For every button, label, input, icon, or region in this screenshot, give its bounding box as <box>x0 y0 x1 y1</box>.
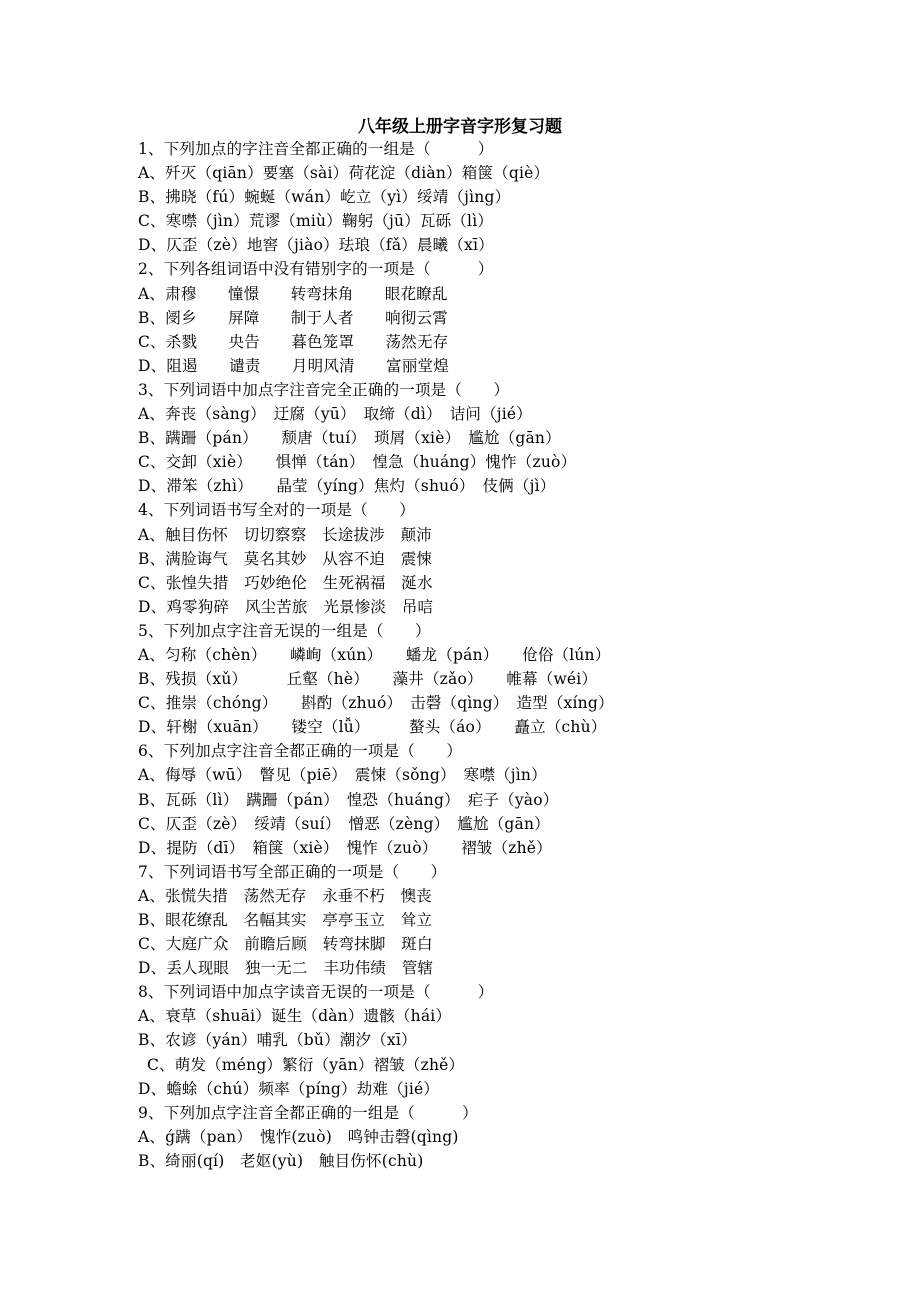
question-4-option-d: D、鸡零狗碎 风尘苦旅 光景惨淡 吊唁 <box>138 597 434 616</box>
question-9-option-b: B、绮丽(qí) 老妪(yù) 触目伤怀(chù) <box>138 1151 424 1170</box>
question-9-stem: 9、下列加点字注音全都正确的一组是（ ） <box>138 1103 478 1122</box>
question-8-option-c: C、萌发（méng）繁衍（yān）褶皱（zhě） <box>147 1055 465 1074</box>
page-title: 八年级上册字音字形复习题 <box>358 117 562 137</box>
question-7-option-b: B、眼花缭乱 名幅其实 亭亭玉立 耸立 <box>138 911 433 929</box>
question-9-option-a: A、ǵ蹒（pan） 愧怍(zuò) 鸣钟击磬(qìng) <box>138 1127 459 1146</box>
question-7-option-a: A、张慌失措 荡然无存 永垂不朽 懊丧 <box>138 886 432 905</box>
question-list <box>138 137 898 1173</box>
question-8-option-b: B、农谚（yán）哺乳（bǔ）潮汐（xī） <box>138 1031 417 1050</box>
question-2-option-a: A、肃穆 憧憬 转弯抹角 眼花瞭乱 <box>138 284 448 303</box>
question-2-option-c: C、杀戮 央告 暮色笼罩 荡然无存 <box>138 332 449 351</box>
question-6-option-d: D、提防（dī） 箱箧（xiè） 愧怍（zuò） 褶皱（zhě） <box>138 838 552 857</box>
question-2-stem: 2、下列各组词语中没有错别字的一项是（ ） <box>138 260 494 279</box>
question-7-option-c: C、大庭广众 前瞻后顾 转弯抹脚 斑白 <box>138 935 433 954</box>
question-1-option-c: C、寒噤（jìn）荒谬（miù）鞠躬（jū）瓦砾（lì） <box>138 212 494 231</box>
question-4-option-a: A、触目伤怀 切切察察 长途拔涉 颠沛 <box>138 525 432 544</box>
question-3-option-c: C、交卸（xiè） 惧惮（tán） 惶急（huáng）愧怍（zuò） <box>138 453 577 472</box>
question-3-option-a: A、奔丧（sàng） 迂腐（yū） 取缔（dì） 诘问（jié） <box>138 405 532 424</box>
question-4-stem: 4、下列词语书写全对的一项是（ ） <box>138 501 415 520</box>
question-1-option-b: B、拂晓（fú）蜿蜒（wán）屹立（yì）绥靖（jìng） <box>138 188 511 207</box>
question-8-option-a: A、衰草（shuāi）诞生（dàn）遗骸（hái） <box>138 1007 452 1026</box>
question-5-option-d: D、轩榭（xuān） 镂空（lǚ） 螯头（áo） 矗立（chù） <box>138 718 607 737</box>
question-1-option-a: A、歼灭（qiān）要塞（sài）荷花淀（diàn）箱箧（qiè） <box>138 164 550 183</box>
question-1-stem: 1、下列加点的字注音全都正确的一组是（ ） <box>138 140 494 158</box>
question-5-option-b: B、残损（xǔ） 丘壑（hè） 藻井（zǎo） 帷幕（wéi） <box>138 670 598 689</box>
question-3-option-d: D、滞笨（zhì） 晶莹（yíng）焦灼（shuó） 伎俩（jì） <box>138 477 556 496</box>
question-6-option-c: C、仄歪（zè） 绥靖（suí） 憎恶（zèng） 尴尬（gān） <box>138 814 550 833</box>
question-2-option-d: D、阻遏 谴责 月明风清 富丽堂煌 <box>138 356 449 375</box>
question-5-option-c: C、推崇（chóng） 斟酌（zhuó） 击磬（qìng） 造型（xíng） <box>138 694 614 713</box>
question-7-option-d: D、丢人现眼 独一无二 丰功伟绩 管辖 <box>138 959 434 978</box>
question-8-stem: 8、下列词语中加点字读音无误的一项是（ ） <box>138 983 494 1002</box>
question-5-option-a: A、匀称（chèn） 嶙峋（xún） 蟠龙（pán） 伧俗（lún） <box>138 645 611 664</box>
question-4-option-c: C、张惶失措 巧妙绝伦 生死祸福 涎水 <box>138 573 433 592</box>
question-2-option-b: B、阌乡 屏障 制于人者 响彻云霄 <box>138 308 448 327</box>
question-1-option-d: D、仄歪（zè）地窖（jiào）珐琅（fǎ）晨曦（xī） <box>138 236 494 255</box>
question-3-option-b: B、蹒跚（pán） 颓唐（tuí） 琐屑（xiè） 尴尬（gān） <box>138 429 561 448</box>
question-6-option-b: B、瓦砾（lì） 蹒跚（pán） 惶恐（huáng） 疟子（yào） <box>138 790 559 809</box>
question-8-option-d: D、蟾蜍（chú）频率（píng）劫难（jié） <box>138 1079 440 1098</box>
question-7-stem: 7、下列词语书写全部正确的一项是（ ） <box>138 862 447 881</box>
question-6-stem: 6、下列加点字注音全都正确的一项是（ ） <box>138 742 463 761</box>
question-6-option-a: A、侮辱（wū） 瞥见（piē） 震悚（sǒng） 寒噤（jìn） <box>138 766 547 785</box>
question-4-option-b: B、满脸诲气 莫名其妙 从容不迫 震悚 <box>138 549 433 568</box>
question-3-stem: 3、下列词语中加点字注音完全正确的一项是（ ） <box>138 380 510 399</box>
question-5-stem: 5、下列加点字注音无误的一组是（ ） <box>138 621 431 640</box>
